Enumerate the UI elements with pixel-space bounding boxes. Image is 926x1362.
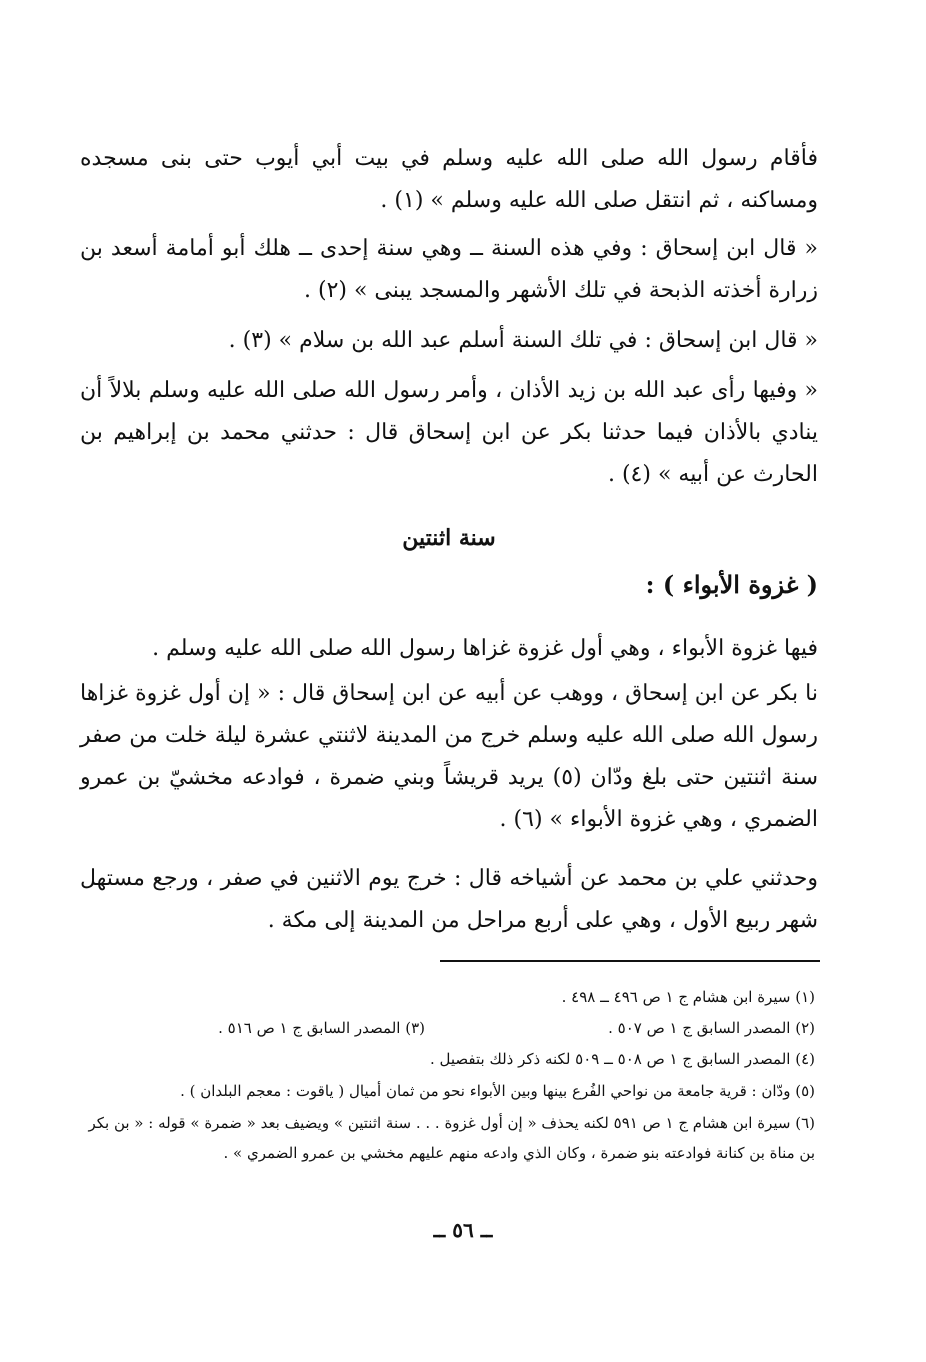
footnote-1: (١) سيرة ابن هشام ج ١ ص ٤٩٦ ــ ٤٩٨ . (561, 988, 815, 1006)
footnote-5: (٥) ودّان : قرية جامعة من نواحي الفُرع بينها وبين الأبواء نحو من ثمان أميال ( ياقوت : معجم البلدان ) . (180, 1082, 815, 1100)
page-number: ــ ٥٦ ــ (433, 1218, 493, 1242)
paragraph-3: « قال ابن إسحاق : في تلك السنة أسلم عبد الله بن سلام » (٣) . (228, 328, 818, 353)
paragraph-6: نا بكر عن ابن إسحاق ، ووهب عن أبيه عن ابن إسحاق قال : « إن أول غزوة غزاها رسول الله صلى الله عليه وسلم خرج من المدينة لاثنتي عشرة ليلة خلت من صفر سنة اثنتين حتى بلغ ودّان (٥) يريد قريشاً وبني ضمرة ، فوادعه مخشيّ بن عمرو الضمري ، وهي غزوة الأبواء » (٦) . (80, 681, 818, 832)
paragraph-1: فأقام رسول الله صلى الله عليه وسلم في بيت أبي أيوب حتى بنى مسجده ومساكنه ، ثم انتقل صلى الله عليه وسلم » (١) . (80, 146, 818, 213)
footnote-4: (٤) المصدر السابق ج ١ ص ٥٠٨ ــ ٥٠٩ لكنه ذكر ذلك بتفصيل . (429, 1050, 815, 1068)
footnote-6: (٦) سيرة ابن هشام ج ١ ص ٥٩١ لكنه يحذف « إن أول غزوة . . . سنة اثنتين » ويضيف بعد « ضمرة » قوله : « بن بكر بن مناة بن كنانة فوادعته بنو ضمرة ، وكان الذي وادعه منهم عليهم مخشي بن عمرو الضمري » . (88, 1114, 815, 1162)
footnote-row-2-3 (70, 1013, 815, 1043)
subheading: ( غزوة الأبواء ) : (645, 570, 818, 599)
footnote-divider (440, 960, 820, 962)
section-heading: سنة اثنتين (402, 525, 496, 551)
paragraph-5: فيها غزوة الأبواء ، وهي أول غزوة غزاها رسول الله صلى الله عليه وسلم . (152, 636, 818, 661)
footnote-2: (٢) المصدر السابق ج ١ ص ٥٠٧ . (608, 1019, 815, 1037)
paragraph-2: « قال ابن إسحاق : وفي هذه السنة ــ وهي سنة إحدى ــ هلك أبو أمامة أسعد بن زرارة أخذته الذبحة في تلك الأشهر والمسجد يبنى » (٢) . (80, 236, 818, 303)
paragraph-7: وحدثني علي بن محمد عن أشياخه قال : خرج يوم الاثنين في صفر ، ورجع مستهل شهر ربيع الأول ، وهي على أربع مراحل من المدينة إلى مكة . (80, 866, 818, 933)
paragraph-4: « وفيها رأى عبد الله بن زيد الأذان ، وأمر رسول الله صلى الله عليه وسلم بلالاً أن ينادي بالأذان فيما حدثنا بكر عن ابن إسحاق قال : حدثني محمد بن إبراهيم بن الحارث عن أبيه » (٤) . (80, 378, 818, 487)
footnote-3: (٣) المصدر السابق ج ١ ص ٥١٦ . (218, 1019, 425, 1037)
